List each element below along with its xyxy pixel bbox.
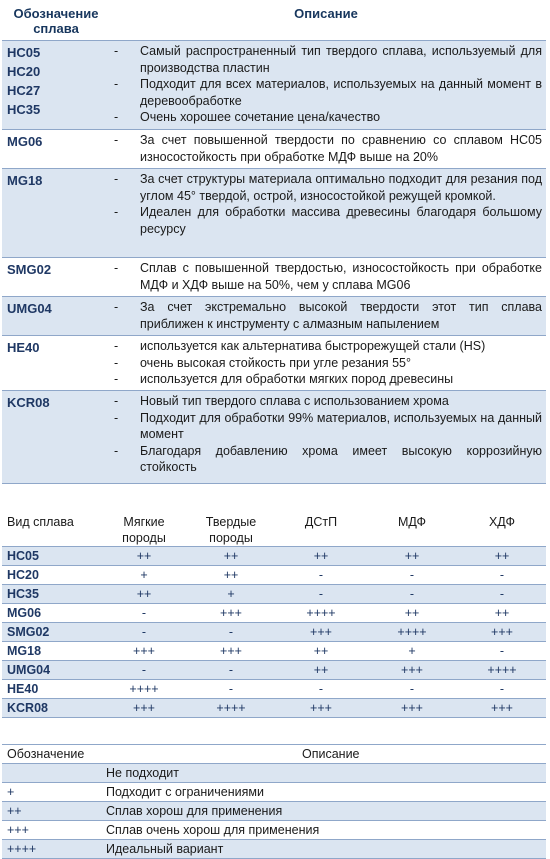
header-code: Обозначение сплава	[13, 6, 99, 36]
legend-row	[2, 783, 546, 802]
alloy-suitability-table	[2, 508, 546, 718]
alloy-row-mg18	[2, 169, 546, 258]
header-hdf: ХДФ	[488, 515, 516, 529]
alloy-row-umg04	[2, 297, 546, 336]
suitability-rating: ++	[223, 568, 239, 582]
description-item: - За счет экстремально высокой твердости этот тип сплава приближен к инструменту с алмазным напылением	[114, 300, 542, 331]
alloy-name: MG18	[7, 644, 42, 658]
suitability-row	[2, 547, 546, 566]
legend-description: Идеальный вариант	[106, 842, 224, 856]
suitability-rating: +++	[491, 701, 513, 715]
description-item: - используется для обработки мягких пород древесины	[114, 372, 454, 386]
suitability-rating: -	[499, 568, 505, 582]
description-item: - Самый распространенный тип твердого сплава, используемый для производства пластин	[114, 44, 542, 75]
suitability-row	[2, 604, 546, 623]
alloy-description-list	[114, 393, 542, 476]
alloy-row-hc	[2, 41, 546, 130]
description-item: - Очень хорошее сочетание цена/качество	[114, 110, 381, 124]
suitability-rating: ++	[223, 549, 239, 563]
alloy-row-mg06	[2, 130, 546, 169]
suitability-row	[2, 623, 546, 642]
suitability-rating: -	[228, 682, 234, 696]
suitability-rating: +	[227, 587, 235, 601]
header-description: Описание	[294, 6, 358, 21]
header-alloy-type: Вид сплава	[7, 515, 74, 529]
alloy-codes: KCR08	[7, 395, 50, 410]
alloy-description-table	[2, 2, 546, 484]
description-item: - Подходит для всех материалов, используемых на данный момент в деревообработке	[114, 77, 542, 108]
suitability-header	[2, 508, 546, 547]
suitability-body	[2, 547, 546, 718]
alloy-name: MG06	[7, 606, 42, 620]
suitability-rating: -	[499, 644, 505, 658]
suitability-rating: +++	[491, 625, 513, 639]
header-softwood: Мягкие породы	[122, 515, 166, 545]
suitability-rating: ++++	[216, 701, 246, 715]
alloy-description-list	[114, 299, 542, 332]
legend-header-description: Описание	[302, 747, 360, 761]
legend-header-symbol: Обозначение	[7, 747, 85, 761]
header-chipboard: ДСтП	[304, 515, 338, 529]
legend-symbol: ++	[7, 804, 22, 818]
alloy-codes: HE40	[7, 340, 40, 355]
legend-description: Подходит с ограничениями	[106, 785, 264, 799]
suitability-rating: ++	[136, 587, 152, 601]
alloy-codes: HC05 HC20 HC27 HC35	[7, 45, 41, 117]
suitability-rating: ++	[404, 549, 420, 563]
suitability-rating: ++	[313, 549, 329, 563]
suitability-rating: -	[409, 682, 415, 696]
suitability-rating: ++	[313, 663, 329, 677]
suitability-rating: ++	[494, 606, 510, 620]
suitability-rating: ++++	[129, 682, 159, 696]
legend-description: Не подходит	[106, 766, 179, 780]
header-hardwood: Твердые породы	[205, 515, 257, 545]
legend-symbol: ++++	[7, 842, 37, 856]
suitability-rating: -	[499, 682, 505, 696]
alloy-codes: SMG02	[7, 262, 52, 277]
description-item: - Подходит для обработки 99% материалов, используемых на данный момент	[114, 410, 542, 441]
legend-description: Сплав очень хорош для применения	[106, 823, 320, 837]
suitability-rating: -	[228, 663, 234, 677]
legend-row	[2, 802, 546, 821]
legend-row	[2, 821, 546, 840]
suitability-row	[2, 642, 546, 661]
suitability-row	[2, 699, 546, 718]
suitability-rating: -	[141, 606, 147, 620]
suitability-rating: ++	[404, 606, 420, 620]
suitability-rating: +++	[220, 644, 242, 658]
suitability-rating: -	[318, 682, 324, 696]
alloy-row-he40	[2, 336, 546, 391]
alloy-name: SMG02	[7, 625, 50, 639]
suitability-rating: ++++	[306, 606, 336, 620]
suitability-rating: +++	[310, 701, 332, 715]
suitability-rating: +++	[220, 606, 242, 620]
alloy-description-list	[114, 132, 542, 165]
suitability-rating: +++	[133, 644, 155, 658]
suitability-row	[2, 661, 546, 680]
alloy-name: HC35	[7, 587, 39, 601]
alloy-description-list	[114, 338, 542, 388]
description-item: - Благодаря добавлению хрома имеет высокую коррозийную стойкость	[114, 443, 542, 474]
alloy-row-smg02	[2, 258, 546, 297]
legend-row	[2, 764, 546, 783]
suitability-rating: ++	[313, 644, 329, 658]
suitability-rating: ++	[136, 549, 152, 563]
description-item: - Идеален для обработки массива древесины благодаря большому ресурсу	[114, 205, 542, 236]
suitability-rating: +	[408, 644, 416, 658]
alloy-description-list	[114, 171, 542, 237]
suitability-rating: -	[409, 568, 415, 582]
suitability-rating: +++	[401, 701, 423, 715]
description-item: - За счет структуры материала оптимально подходит для резания под углом 45° твердой, острой, износостойкой режущей кромкой.	[114, 172, 542, 203]
suitability-rating: -	[318, 568, 324, 582]
alloy-name: KCR08	[7, 701, 48, 715]
suitability-rating: -	[228, 625, 234, 639]
legend-description: Сплав хорош для применения	[106, 804, 283, 818]
description-item: - используется как альтернатива быстрорежущей стали (HS)	[114, 339, 486, 353]
legend-body	[2, 764, 546, 859]
suitability-rating: ++++	[397, 625, 427, 639]
suitability-rating: ++	[494, 549, 510, 563]
legend-symbol: +++	[7, 823, 29, 837]
header-mdf: МДФ	[397, 515, 427, 529]
description-item: - Сплав с повышенной твердостью, износостойкость при обработке МДФ и ХДФ выше на 50%, чем у сплава MG06	[114, 261, 542, 292]
alloy-codes: UMG04	[7, 301, 52, 316]
suitability-rating: +++	[401, 663, 423, 677]
suitability-rating: +++	[133, 701, 155, 715]
suitability-rating: -	[141, 663, 147, 677]
suitability-rating: -	[499, 587, 505, 601]
legend-row	[2, 840, 546, 859]
alloy-codes: MG06	[7, 134, 43, 149]
alloy-description-list	[114, 260, 542, 293]
suitability-rating: ++++	[487, 663, 517, 677]
alloy-name: HC05	[7, 549, 39, 563]
suitability-rating: -	[409, 587, 415, 601]
alloy-name: UMG04	[7, 663, 51, 677]
description-item: - Новый тип твердого сплава с использованием хрома	[114, 394, 449, 408]
alloy-name: HC20	[7, 568, 39, 582]
suitability-rating: -	[318, 587, 324, 601]
suitability-rating: -	[141, 625, 147, 639]
suitability-row	[2, 680, 546, 699]
suitability-row	[2, 566, 546, 585]
legend-table	[2, 744, 546, 859]
alloy-description-list	[114, 43, 542, 126]
suitability-rating: +++	[310, 625, 332, 639]
legend-symbol: +	[7, 785, 15, 799]
legend-header	[2, 745, 546, 764]
alloy-name: HE40	[7, 682, 39, 696]
suitability-rating: +	[140, 568, 148, 582]
alloy-row-kcr08	[2, 391, 546, 484]
description-item: - За счет повышенной твердости по сравнению со сплавом HC05 износостойкость при обработке МДФ выше на 20%	[114, 133, 542, 164]
suitability-row	[2, 585, 546, 604]
alloy-codes: MG18	[7, 173, 43, 188]
description-item: - очень высокая стойкость при угле резания 55°	[114, 355, 411, 370]
alloy-description-header	[2, 2, 546, 41]
